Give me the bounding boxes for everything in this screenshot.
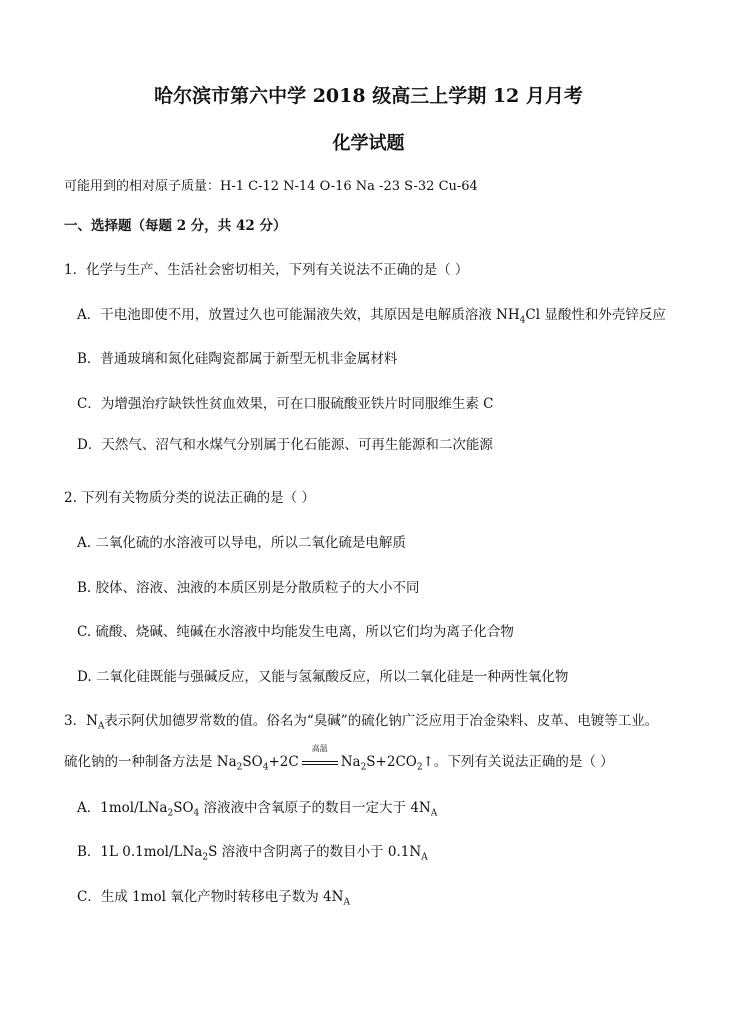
reaction-condition: 高温 bbox=[311, 744, 328, 753]
section-heading: 一、选择题（每题 2 分，共 42 分） bbox=[64, 218, 287, 234]
q3-reaction-text: Na bbox=[340, 754, 361, 770]
q3-stem-line1 bbox=[64, 712, 658, 730]
exam-title: 哈尔滨市第六中学 2018 级高三上学期 12 月月考 bbox=[154, 85, 583, 107]
q3-c-text: C．生成 1mol 氧化产物时转移电子数为 4N bbox=[77, 889, 344, 905]
q1-option-a bbox=[77, 306, 666, 324]
q3-a-text: A．1mol/LNa bbox=[77, 800, 168, 816]
q1-a-subscript: 4 bbox=[519, 315, 526, 326]
q3-stem-line2 bbox=[64, 744, 614, 773]
q3-b-text: S 溶液中含阴离子的数目小于 0.1N bbox=[208, 844, 422, 860]
q3-b-subscript: A bbox=[421, 852, 428, 863]
equals-line-bottom bbox=[302, 764, 338, 765]
q3-subscript: 2 bbox=[416, 762, 423, 773]
q1-stem: 1．化学与生产、生活社会密切相关，下列有关说法不正确的是（ ） bbox=[64, 262, 469, 278]
q3-subscript: 4 bbox=[262, 762, 269, 773]
q3-reaction-text: +2C bbox=[268, 754, 299, 770]
q3-reaction-text: 硫化钠的一种制备方法是 Na bbox=[64, 754, 237, 770]
q3-a-subscript: A bbox=[430, 808, 438, 819]
q3-a-subscript: 2 bbox=[167, 808, 174, 819]
q2-option-b: B. 胶体、溶液、浊液的本质区别是分散质粒子的大小不同 bbox=[77, 580, 420, 596]
equals-line-top bbox=[302, 761, 338, 762]
q3-stem-text: 3．N bbox=[64, 713, 98, 729]
atomic-masses: 可能用到的相对原子质量：H-1 C-12 N-14 O-16 Na -23 S-32 Cu-64 bbox=[64, 179, 478, 194]
q3-option-a bbox=[77, 799, 437, 817]
q3-b-subscript: 2 bbox=[202, 852, 209, 863]
q3-reaction-text-end: ↑。下列有关说法正确的是（ ） bbox=[422, 754, 614, 770]
q3-a-text: 溶液液中含氧原子的数目一定大于 4N bbox=[199, 800, 431, 816]
q3-a-subscript: 4 bbox=[193, 808, 200, 819]
q3-subscript: 2 bbox=[236, 762, 243, 773]
q3-b-text: B．1L 0.1mol/LNa bbox=[77, 844, 203, 860]
q1-option-b: B．普通玻璃和氮化硅陶瓷都属于新型无机非金属材料 bbox=[77, 351, 398, 367]
q2-option-d: D. 二氧化硅既能与强碱反应，又能与氢氟酸反应，所以二氧化硅是一种两性氧化物 bbox=[77, 669, 569, 685]
q3-stem-text-end: 表示阿伏加德罗常数的值。俗名为“臭碱”的硫化钠广泛应用于冶金染料、皮革、电镀等工业。 bbox=[104, 713, 659, 729]
q3-c-subscript: A bbox=[343, 897, 350, 908]
q3-option-c bbox=[77, 888, 350, 906]
q2-option-a: A. 二氧化硫的水溶液可以导电，所以二氧化硫是电解质 bbox=[77, 535, 406, 551]
q2-stem: 2. 下列有关物质分类的说法正确的是（ ） bbox=[64, 490, 315, 506]
q1-option-d: D．天然气、沼气和水煤气分别属于化石能源、可再生能源和二次能源 bbox=[77, 437, 493, 453]
q1-option-c: C．为增强治疗缺铁性贫血效果，可在口服硫酸亚铁片时同服维生素 C bbox=[77, 396, 494, 412]
q3-reaction-text: SO bbox=[242, 754, 263, 770]
q1-a-text: A．干电池即使不用，放置过久也可能漏液失效，其原因是电解质溶液 NH bbox=[77, 307, 520, 323]
q3-a-text: SO bbox=[173, 800, 194, 816]
q3-stem-subscript: A bbox=[97, 721, 105, 732]
q1-a-text-end: Cl 显酸性和外壳锌反应 bbox=[525, 307, 666, 323]
q3-reaction-text: S+2CO bbox=[366, 754, 417, 770]
q2-option-c: C. 硫酸、烧碱、纯碱在水溶液中均能发生电离，所以它们均为离子化合物 bbox=[77, 624, 514, 640]
subject-title: 化学试题 bbox=[332, 133, 405, 154]
reaction-equals-sign bbox=[300, 744, 340, 771]
q3-option-b bbox=[77, 843, 428, 861]
q3-subscript: 2 bbox=[360, 762, 367, 773]
